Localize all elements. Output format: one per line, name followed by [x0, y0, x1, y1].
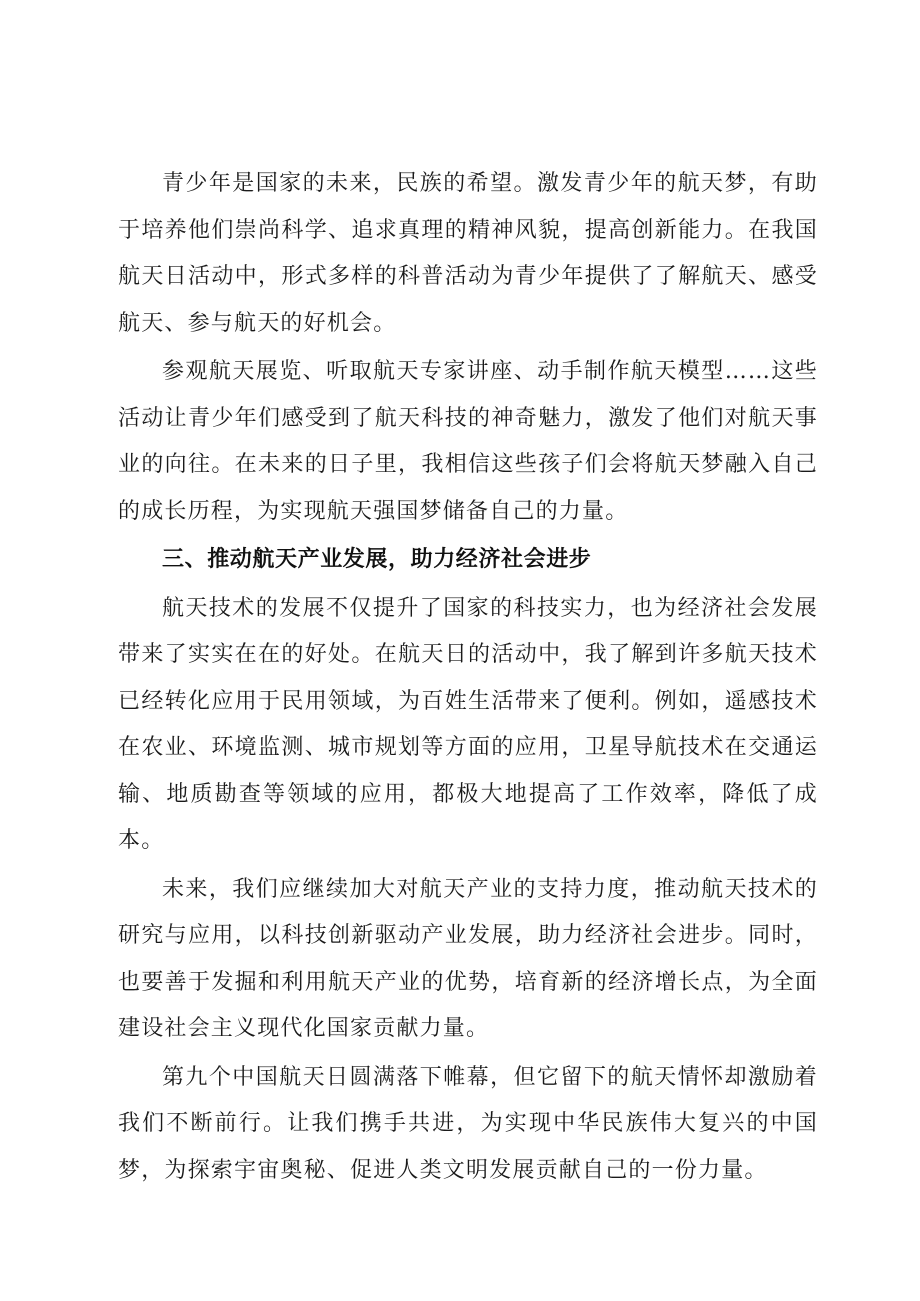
paragraph-future-support: 未来，我们应继续加大对航天产业的支持力度，推动航天技术的研究与应用，以科技创新驱动产业发展，助力经济社会进步。同时，也要善于发掘和利用航天产业的优势，培育新的经济增长点，为全面建设社会主义现代化国家贡献力量。	[118, 876, 818, 1041]
paragraph-youth-dream: 青少年是国家的未来，民族的希望。激发青少年的航天梦，有助于培养他们崇尚科学、追求真理的精神风貌，提高创新能力。在我国航天日活动中，形式多样的科普活动为青少年提供了了解航天、感受航天、参与航天的好机会。	[118, 171, 818, 336]
paragraph-closing: 第九个中国航天日圆满落下帷幕，但它留下的航天情怀却激励着我们不断前行。让我们携手共进，为实现中华民族伟大复兴的中国梦，为探索宇宙奥秘、促进人类文明发展贡献自己的一份力量。	[118, 1064, 818, 1183]
document-body	[118, 161, 818, 1196]
paragraph-activities: 参观航天展览、听取航天专家讲座、动手制作航天模型……这些活动让青少年们感受到了航天科技的神奇魅力，激发了他们对航天事业的向往。在未来的日子里，我相信这些孩子们会将航天梦融入自己的成长历程，为实现航天强国梦储备自己的力量。	[118, 359, 818, 524]
section-heading: 三、推动航天产业发展，助力经济社会进步	[162, 547, 592, 572]
paragraph-tech-benefits: 航天技术的发展不仅提升了国家的科技实力，也为经济社会发展带来了实实在在的好处。在航天日的活动中，我了解到许多航天技术已经转化应用于民用领域，为百姓生活带来了便利。例如，遥感技术在农业、环境监测、城市规划等方面的应用，卫星导航技术在交通运输、地质勘查等领域的应用，都极大地提高了工作效率，降低了成本。	[118, 595, 818, 853]
